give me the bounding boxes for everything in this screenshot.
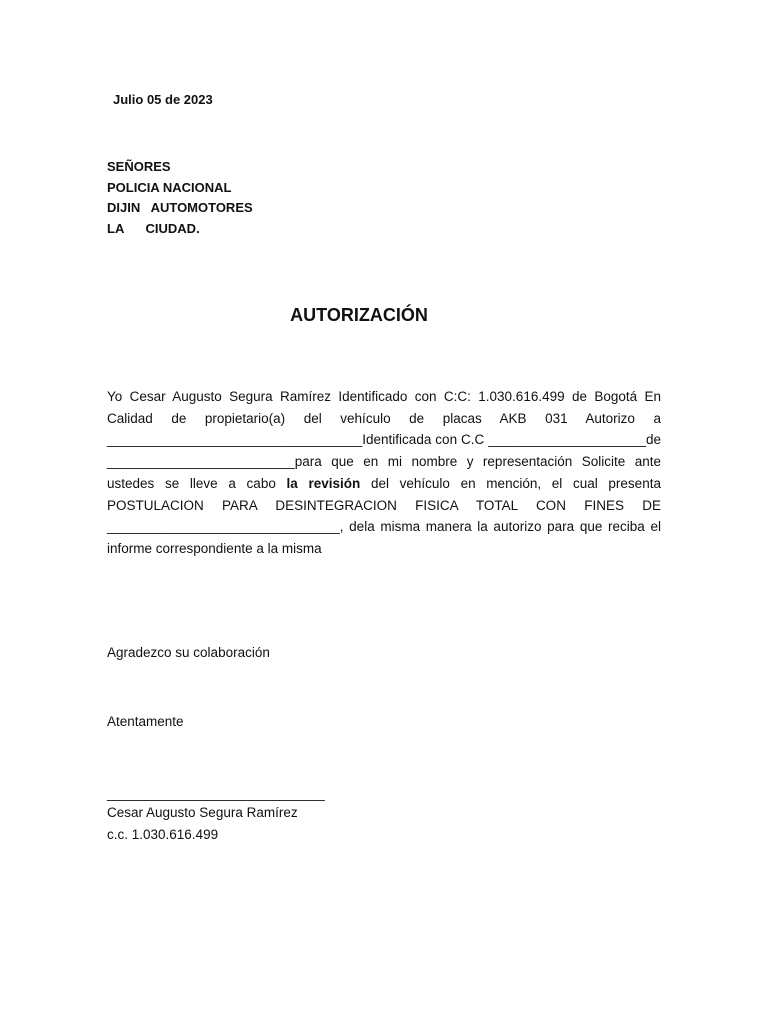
blank-purpose-field: _______________________________ [107, 519, 340, 535]
body-text-segment: Identificada con C.C [362, 432, 485, 448]
body-line: informe correspondiente a la misma [107, 540, 322, 556]
body-text-segment: ustedes se lleve a cabo [107, 475, 276, 491]
letter-date: Julio 05 de 2023 [113, 92, 213, 107]
signer-name: Cesar Augusto Segura Ramírez [107, 805, 298, 820]
body-text-segment: de [645, 432, 661, 448]
body-text-segment: , dela misma manera la autorizo para que reciba el [339, 519, 661, 535]
body-line: POSTULACION PARA DESINTEGRACION FISICA TOTAL CON FINES DE [107, 497, 661, 513]
addressee-block [107, 157, 253, 239]
body-line [107, 451, 661, 473]
body-line [107, 429, 661, 451]
body-line: Yo Cesar Augusto Segura Ramírez Identificado con C:C: 1.030.616.499 de Bogotá En [107, 389, 661, 404]
blank-city-field: _________________________ [107, 454, 295, 470]
body-text-segment: del vehículo en mención, el cual presenta [370, 475, 661, 491]
body-line [107, 473, 661, 495]
addressee-line: SEÑORES [107, 159, 171, 174]
addressee-line: DIJIN AUTOMOTORES [107, 200, 253, 215]
signer-id: c.c. 1.030.616.499 [107, 827, 219, 842]
body-text-segment: para que en mi nombre y representación Solicite ante [294, 454, 661, 470]
addressee-line: LA CIUDAD. [107, 220, 200, 236]
letter-body [107, 386, 661, 560]
addressee-line: POLICIA NACIONAL [107, 179, 232, 195]
blank-name-field: __________________________________ [107, 432, 363, 448]
body-line: Calidad de propietario(a) del vehículo de placas AKB 031 Autorizo a [107, 410, 661, 426]
signature-line: _____________________________ [107, 786, 325, 801]
blank-id-field: _____________________ [488, 432, 646, 448]
document-title: AUTORIZACIÓN [290, 305, 428, 325]
regards-text: Atentamente [107, 714, 184, 729]
body-line [107, 516, 661, 538]
closing-text: Agradezco su colaboración [107, 645, 270, 660]
bold-text-segment: la revisión [286, 475, 361, 491]
